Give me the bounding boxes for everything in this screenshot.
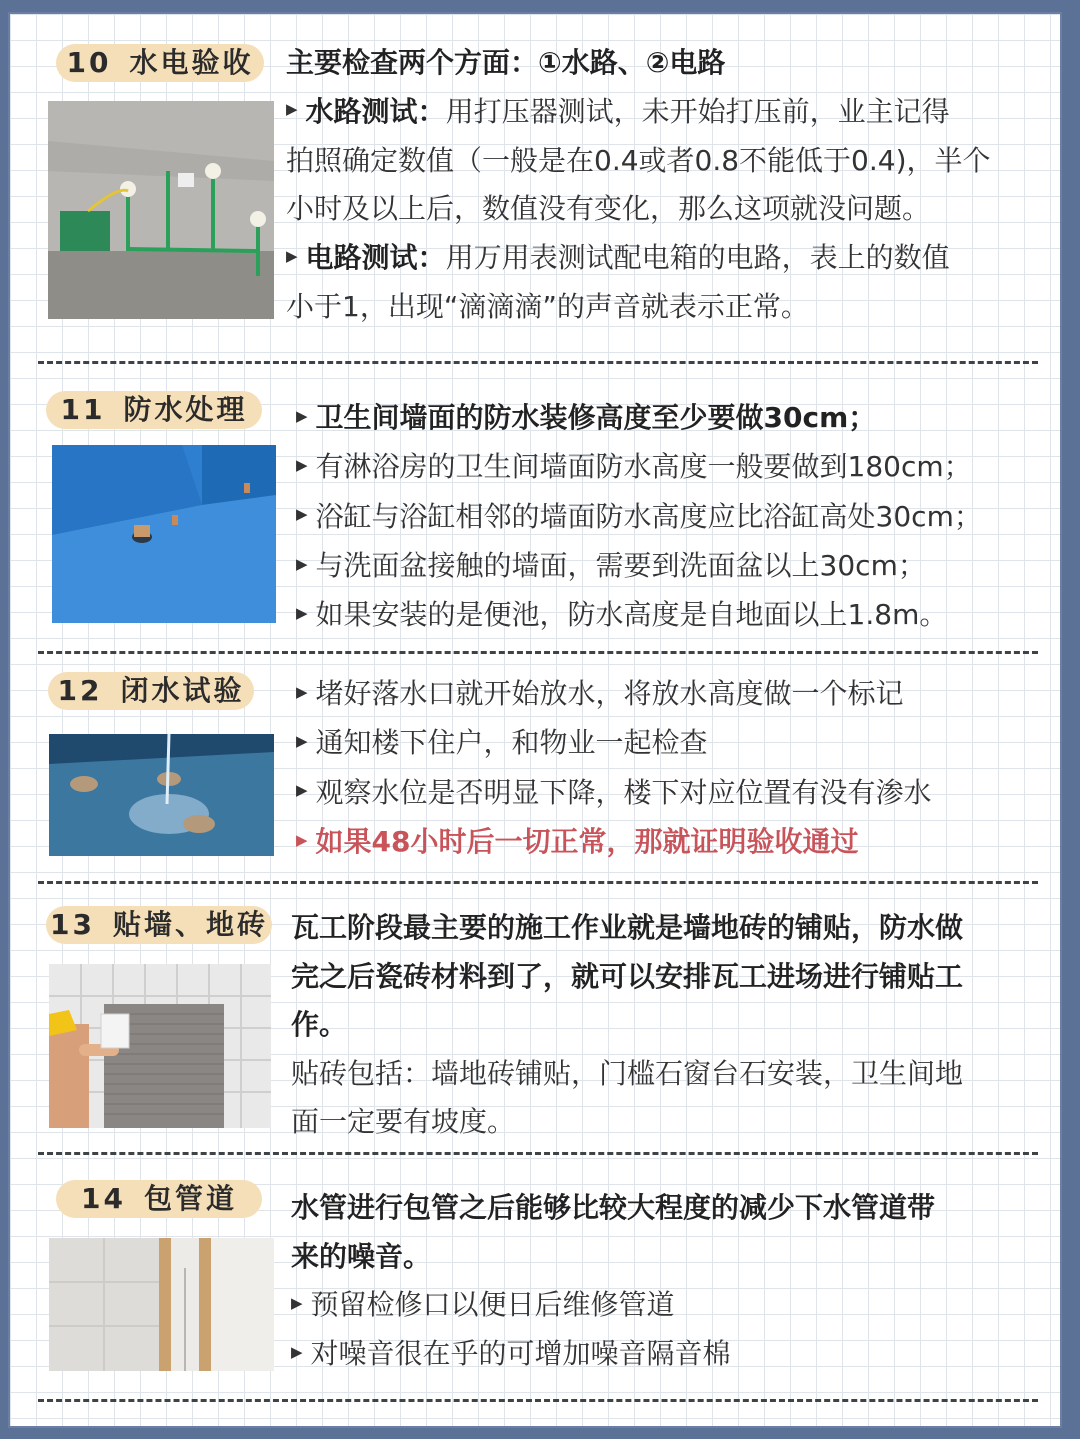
section-13-text [291, 904, 1051, 1147]
tile-text-2: 面一定要有坡度。 [291, 1105, 516, 1138]
section-11-list [296, 394, 1046, 640]
section-title: 水电验收 [129, 46, 254, 79]
section-12-list [296, 670, 1046, 867]
electric-test-text-1: 用万用表测试配电箱的电路，表上的数值 [445, 240, 950, 274]
section-10-text [286, 39, 1046, 332]
list-item-text: 通知楼下住户，和物业一起检查 [315, 726, 708, 760]
section-badge [48, 672, 254, 710]
water-test-text-3: 小时及以上后，数值没有变化，那么这项就没问题。 [286, 192, 931, 226]
electric-test-line [286, 234, 1046, 283]
triangle-right-icon: ▶ [296, 505, 308, 524]
triangle-right-icon: ▶ [286, 246, 298, 265]
water-test-text-1: 用打压器测试，未开始打压前，业主记得 [445, 94, 950, 128]
water-test-label: 水路测试： [305, 94, 446, 128]
list-item-text: 堵好落水口就开始放水，将放水高度做一个标记 [315, 677, 904, 710]
section-divider [38, 1399, 1038, 1402]
list-item [296, 769, 1046, 818]
section-number: 14 [81, 1182, 126, 1215]
electric-test-text-2: 小于1，出现“滴滴滴”的声音就表示正常。 [286, 290, 809, 323]
triangle-right-icon: ▶ [296, 456, 308, 474]
list-item-text: 卫生间墙面的防水装修高度至少要做30cm； [315, 401, 877, 434]
section-divider [38, 651, 1038, 654]
triangle-right-icon: ▶ [296, 682, 308, 701]
triangle-right-icon: ▶ [296, 830, 308, 849]
triangle-right-icon: ▶ [296, 603, 308, 622]
list-item [296, 443, 1046, 492]
triangle-right-icon: ▶ [286, 100, 298, 119]
pipe-pressure-test-photo [48, 101, 274, 319]
section-badge [46, 391, 262, 429]
section-number: 13 [50, 908, 95, 941]
section-badge [56, 1180, 262, 1218]
triangle-right-icon: ▶ [291, 1343, 303, 1361]
list-item-text: 如果安装的是便池，防水高度是自地面以上1.8m。 [315, 598, 948, 631]
tile-text-1: 贴砖包括：墙地砖铺贴，门槛石窗台石安装，卫生间地 [291, 1056, 964, 1090]
triangle-right-icon: ▶ [296, 554, 308, 573]
section-title: 防水处理 [123, 393, 248, 426]
section-title: 贴墙、地砖 [112, 908, 268, 941]
list-item [296, 719, 1046, 768]
list-item-text: 浴缸与浴缸相邻的墙面防水高度应比浴缸高处30cm； [315, 499, 982, 533]
section-title: 包管道 [143, 1182, 237, 1215]
list-item [296, 542, 1046, 591]
list-item [296, 394, 1046, 443]
electric-test-label: 电路测试： [305, 240, 446, 274]
list-item-text: 观察水位是否明显下降，楼下对应位置有没有渗水 [315, 775, 932, 809]
tile-text-bold-3: 作。 [291, 1008, 348, 1041]
tile-laying-photo [49, 964, 271, 1128]
highlight-item [296, 818, 1046, 867]
section-number: 11 [60, 393, 106, 426]
water-test-line [286, 88, 1046, 137]
section-number: 12 [57, 674, 103, 707]
section-divider [38, 881, 1038, 884]
triangle-right-icon: ▶ [296, 406, 308, 425]
pipe-text-bold-2: 来的噪音。 [291, 1239, 432, 1273]
triangle-right-icon: ▶ [296, 781, 308, 800]
list-item-text: 与洗面盆接触的墙面，需要到洗面盆以上30cm； [315, 548, 926, 582]
section-14-text [291, 1184, 1051, 1380]
list-item-text: 对噪音很在乎的可增加噪音隔音棉 [310, 1337, 731, 1371]
page-paper [10, 14, 1060, 1426]
highlight-text: 如果48小时后一切正常，那就证明验收通过 [315, 824, 859, 858]
list-item [296, 591, 1046, 640]
tile-text-bold-2: 完之后瓷砖材料到了，就可以安排瓦工进场进行铺贴工 [291, 959, 964, 993]
section-badge [46, 906, 272, 944]
list-item [291, 1281, 1051, 1330]
section-10-heading: 主要检查两个方面：①水路、②电路 [286, 46, 726, 79]
waterproof-bathroom-photo [52, 445, 276, 623]
section-title: 闭水试验 [120, 674, 245, 707]
pipe-text-bold-1: 水管进行包管之后能够比较大程度的减少下水管道带 [291, 1191, 936, 1224]
pipe-boxing-photo [49, 1238, 274, 1371]
water-closure-test-photo [49, 734, 274, 856]
section-number: 10 [66, 46, 112, 79]
list-item-text: 有淋浴房的卫生间墙面防水高度一般要做到180cm； [315, 450, 972, 484]
triangle-right-icon: ▶ [296, 732, 308, 750]
section-divider [38, 361, 1038, 364]
water-test-text-2: 拍照确定数值（一般是在0.4或者0.8不能低于0.4)，半个 [286, 143, 991, 177]
section-badge [56, 44, 264, 82]
triangle-right-icon: ▶ [291, 1293, 303, 1312]
tile-text-bold-1: 瓦工阶段最主要的施工作业就是墙地砖的铺贴，防水做 [291, 911, 964, 944]
list-item [296, 670, 1046, 719]
section-divider [38, 1152, 1038, 1155]
list-item [296, 493, 1046, 542]
list-item [291, 1330, 1051, 1379]
list-item-text: 预留检修口以便日后维修管道 [310, 1288, 675, 1321]
